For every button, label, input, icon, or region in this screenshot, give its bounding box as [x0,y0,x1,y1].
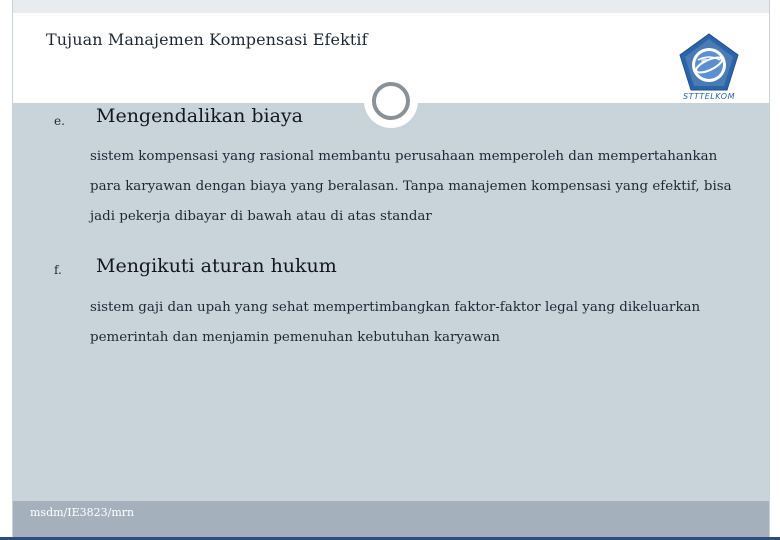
ring-decoration-icon [364,74,418,128]
item-body: sistem gaji dan upah yang sehat mempertimbangkan faktor-faktor legal yang dikeluarkan pemerintah dan menjamin pemenuhan kebutuhan karyawan [90,300,701,345]
item-marker: f. [54,263,62,277]
item-body: sistem kompensasi yang rasional membantu perusahaan memperoleh dan mempertahankan para karyawan dengan biaya yang beralasan. Tanpa manajemen kompensasi yang efektif, bisa jadi pekerja dibayar di bawah atau di atas standar [90,149,732,224]
ring-inner [372,82,410,120]
logo-label: STTTELKOM [683,92,735,101]
footer-label: msdm/IE3823/mrn [30,506,135,519]
item-heading: Mengikuti aturan hukum [96,255,337,277]
item-marker: e. [54,114,65,128]
item-heading: Mengendalikan biaya [96,105,303,127]
slide-title: Tujuan Manajemen Kompensasi Efektif [46,30,368,49]
top-strip [13,0,769,13]
stttelkom-logo-icon [676,30,742,100]
